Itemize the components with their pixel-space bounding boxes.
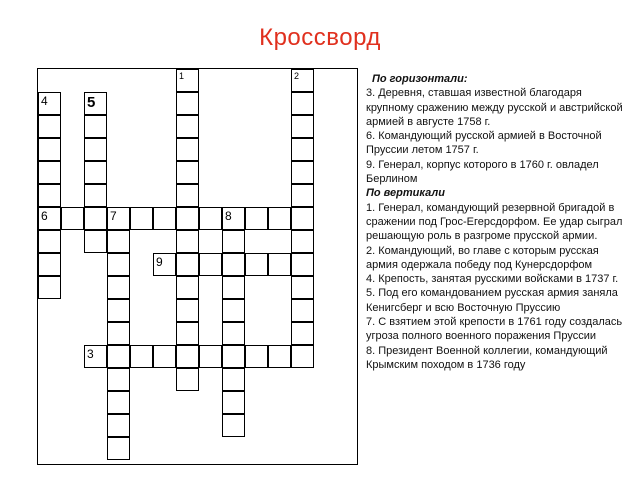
- crossword-cell[interactable]: [130, 207, 153, 230]
- crossword-cell[interactable]: [222, 414, 245, 437]
- down-clue: 8. Президент Военной коллегии, командующий Крымским походом в 1736 году: [366, 344, 608, 371]
- crossword-cell[interactable]: [107, 414, 130, 437]
- crossword-cell[interactable]: [291, 230, 314, 253]
- crossword-cell[interactable]: [291, 161, 314, 184]
- crossword-cell[interactable]: [222, 276, 245, 299]
- crossword-cell[interactable]: [291, 138, 314, 161]
- crossword-cell[interactable]: [245, 253, 268, 276]
- down-heading: По вертикали: [366, 187, 445, 200]
- clue-number-4: 4: [41, 94, 48, 108]
- crossword-cell[interactable]: [176, 115, 199, 138]
- crossword-cell[interactable]: [268, 345, 291, 368]
- clue-number-1: 1: [179, 71, 185, 81]
- crossword-cell[interactable]: [107, 322, 130, 345]
- crossword-cell[interactable]: [84, 138, 107, 161]
- crossword-cell[interactable]: [291, 184, 314, 207]
- crossword-cell[interactable]: [222, 345, 245, 368]
- crossword-cell[interactable]: [84, 207, 107, 230]
- clue-number-3: 3: [87, 347, 94, 361]
- clue-number-8: 8: [225, 209, 232, 223]
- page-title: Кроссворд: [259, 24, 381, 51]
- down-clue: 4. Крепость, занятая русскими войсками в 1737 г.: [366, 273, 619, 286]
- crossword-cell[interactable]: [176, 345, 199, 368]
- crossword-cell[interactable]: [291, 345, 314, 368]
- crossword-cell[interactable]: [153, 345, 176, 368]
- crossword-cell[interactable]: [245, 207, 268, 230]
- crossword-cell[interactable]: [176, 161, 199, 184]
- crossword-cell[interactable]: [176, 253, 199, 276]
- clues-panel: [366, 72, 626, 372]
- crossword-cell[interactable]: [222, 368, 245, 391]
- crossword-cell[interactable]: [38, 253, 61, 276]
- crossword-cell[interactable]: [222, 299, 245, 322]
- crossword-cell[interactable]: [38, 161, 61, 184]
- crossword-cell[interactable]: [199, 207, 222, 230]
- clue-number-2: 2: [294, 71, 300, 81]
- crossword-cell[interactable]: [291, 276, 314, 299]
- crossword-cell[interactable]: [107, 276, 130, 299]
- crossword-cell[interactable]: [268, 253, 291, 276]
- crossword-cell[interactable]: [153, 207, 176, 230]
- crossword-cell[interactable]: [61, 207, 84, 230]
- crossword-cell[interactable]: [176, 276, 199, 299]
- crossword-cell[interactable]: [107, 230, 130, 253]
- crossword-cell[interactable]: [176, 299, 199, 322]
- down-clue: 5. Под его командованием русская армия заняла Кенигсберг и всю Восточную Пруссию: [366, 287, 618, 314]
- crossword-cell[interactable]: [107, 391, 130, 414]
- crossword-cell[interactable]: [176, 368, 199, 391]
- down-clue: 7. С взятием этой крепости в 1761 году создалась угроза полного военного поражения Пруссии: [366, 316, 623, 343]
- crossword-cell[interactable]: [199, 345, 222, 368]
- crossword-cell[interactable]: [107, 253, 130, 276]
- crossword-cell[interactable]: [291, 92, 314, 115]
- across-clue: 3. Деревня, ставшая известной благодаря крупному сражению между русской и австрийской армией в августе 1758 г.: [366, 87, 623, 128]
- crossword-cell[interactable]: [176, 207, 199, 230]
- crossword-cell[interactable]: [107, 437, 130, 460]
- crossword-cell[interactable]: [176, 184, 199, 207]
- crossword-cell[interactable]: [291, 253, 314, 276]
- crossword-cell[interactable]: [38, 138, 61, 161]
- clue-number-5: 5: [87, 94, 96, 111]
- crossword-cell[interactable]: [38, 184, 61, 207]
- crossword-cell[interactable]: [107, 368, 130, 391]
- crossword-cell[interactable]: [245, 345, 268, 368]
- crossword-cell[interactable]: [291, 299, 314, 322]
- crossword-cell[interactable]: [38, 230, 61, 253]
- clue-number-6: 6: [41, 209, 48, 223]
- crossword-cell[interactable]: [38, 276, 61, 299]
- crossword-cell[interactable]: [84, 115, 107, 138]
- crossword-cell[interactable]: [176, 230, 199, 253]
- crossword-cell[interactable]: [84, 230, 107, 253]
- crossword-cell[interactable]: [222, 230, 245, 253]
- crossword-cell[interactable]: [84, 184, 107, 207]
- clue-number-7: 7: [110, 209, 117, 223]
- crossword-cell[interactable]: [291, 322, 314, 345]
- down-clue: 2. Командующий, во главе с которым русская армия одержала победу под Кунерсдорфом: [366, 244, 599, 271]
- crossword-cell[interactable]: [107, 299, 130, 322]
- crossword-cell[interactable]: [291, 115, 314, 138]
- crossword-cell[interactable]: [107, 345, 130, 368]
- crossword-cell[interactable]: [176, 138, 199, 161]
- crossword-cell[interactable]: [268, 207, 291, 230]
- across-clue: 6. Командующий русской армией в Восточной Пруссии летом 1757 г.: [366, 130, 602, 157]
- crossword-cell[interactable]: [222, 253, 245, 276]
- crossword-cell[interactable]: [199, 253, 222, 276]
- across-clue: 9. Генерал, корпус которого в 1760 г. овладел Берлином: [366, 158, 599, 186]
- crossword-cell[interactable]: [176, 92, 199, 115]
- crossword-cell[interactable]: [222, 391, 245, 414]
- crossword-cell[interactable]: [176, 322, 199, 345]
- crossword-cell[interactable]: [38, 115, 61, 138]
- crossword-cell[interactable]: [130, 345, 153, 368]
- across-heading: По горизонтали:: [372, 73, 468, 85]
- crossword-cell[interactable]: [291, 207, 314, 230]
- down-clue: 1. Генерал, командующий резервной бригадой в сражении под Грос-Егерсдорфом. Ее удар сыграл решающую роль в разгроме прусской армии.: [366, 201, 623, 243]
- clue-number-9: 9: [156, 255, 163, 269]
- crossword-cell[interactable]: [84, 161, 107, 184]
- crossword-cell[interactable]: [222, 322, 245, 345]
